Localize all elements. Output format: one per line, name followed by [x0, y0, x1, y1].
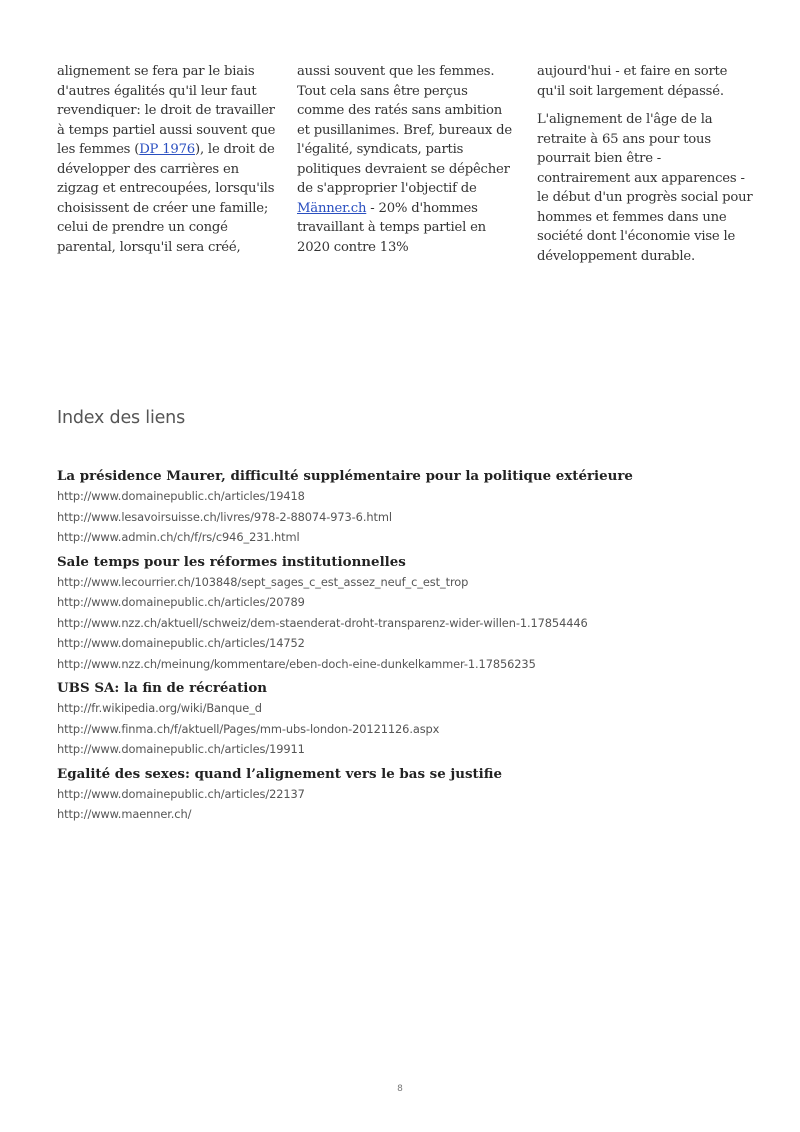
link-url[interactable]: http://www.domainepublic.ch/articles/20789 — [57, 595, 305, 609]
page-number: 8 — [397, 1084, 403, 1094]
column-2-paragraph — [297, 62, 517, 257]
links-index — [57, 466, 757, 829]
link-group-title: La présidence Maurer, difficulté supplémentaire pour la politique extérieure — [57, 468, 633, 484]
column-1-text-end: ), le droit de développer des carrières en zigzag et entrecoupées, lorsqu'ils choisissent de créer une famille; celui de prendre un congé parental, lorsqu'il sera créé, — [57, 142, 275, 255]
link-url[interactable]: http://www.domainepublic.ch/articles/19418 — [57, 489, 305, 503]
link-group-reformes — [57, 552, 757, 675]
column-3-paragraph-1: aujourd'hui - et faire en sorte qu'il soit largement dépassé. — [537, 64, 728, 99]
link-url[interactable]: http://fr.wikipedia.org/wiki/Banque_d — [57, 701, 262, 715]
link-group-maurer — [57, 466, 757, 548]
links-index-title: Index des liens — [57, 408, 185, 428]
link-url[interactable]: http://www.nzz.ch/aktuell/schweiz/dem-staenderat-droht-transparenz-wider-willen-1.17854446 — [57, 615, 588, 630]
link-url[interactable]: http://www.nzz.ch/meinung/kommentare/eben-doch-eine-dunkelkammer-1.17856235 — [57, 656, 536, 671]
column-2-text-start: aussi souvent que les femmes. Tout cela sans être perçus comme des ratés sans ambition et pusillanimes. Bref, bureaux de l'égalité, syndicats, partis politiques devraient se dépêcher de s'approprier l'objectif de — [297, 64, 512, 196]
dp-1976-link[interactable]: DP 1976 — [139, 142, 195, 157]
column-2-text-end: - 20% d'hommes travaillant à temps partiel en 2020 contre 13% — [297, 200, 486, 255]
link-url[interactable]: http://www.domainepublic.ch/articles/22137 — [57, 786, 305, 801]
link-url[interactable]: http://www.domainepublic.ch/articles/19911 — [57, 742, 305, 756]
column-1-text-start: alignement se fera par le biais d'autres égalités qu'il leur faut revendiquer: le droit de travailler à temps partiel aussi souvent que les femmes ( — [57, 64, 276, 157]
article-column-2 — [297, 62, 517, 275]
link-group-title: Egalité des sexes: quand l’alignement vers le bas se justifie — [57, 765, 503, 782]
article-column-3 — [537, 62, 757, 275]
link-url[interactable]: http://www.domainepublic.ch/articles/14752 — [57, 636, 305, 650]
link-url[interactable]: http://www.maenner.ch/ — [57, 807, 192, 821]
link-url[interactable]: http://www.admin.ch/ch/f/rs/c946_231.html — [57, 530, 300, 544]
link-group-egalite — [57, 764, 757, 825]
column-1-paragraph — [57, 62, 277, 257]
link-group-title: UBS SA: la fin de récréation — [57, 680, 268, 696]
link-url[interactable]: http://www.lesavoirsuisse.ch/livres/978-2-88074-973-6.html — [57, 509, 392, 524]
link-group-ubs — [57, 678, 757, 760]
article-column-1 — [57, 62, 277, 275]
link-url[interactable]: http://www.finma.ch/f/aktuell/Pages/mm-ubs-london-20121126.aspx — [57, 721, 440, 736]
link-url[interactable]: http://www.lecourrier.ch/103848/sept_sages_c_est_assez_neuf_c_est_trop — [57, 574, 469, 589]
column-3-paragraph-2: L'alignement de l'âge de la retraite à 65 ans pour tous pourrait bien être - contrairement aux apparences - le début d'un progrès social pour hommes et femmes dans une société dont l'économie vise le développement durable. — [537, 112, 753, 264]
link-group-title: Sale temps pour les réformes institutionnelles — [57, 553, 406, 570]
article-columns — [57, 62, 757, 275]
manner-ch-link[interactable]: Männer.ch — [297, 200, 367, 216]
